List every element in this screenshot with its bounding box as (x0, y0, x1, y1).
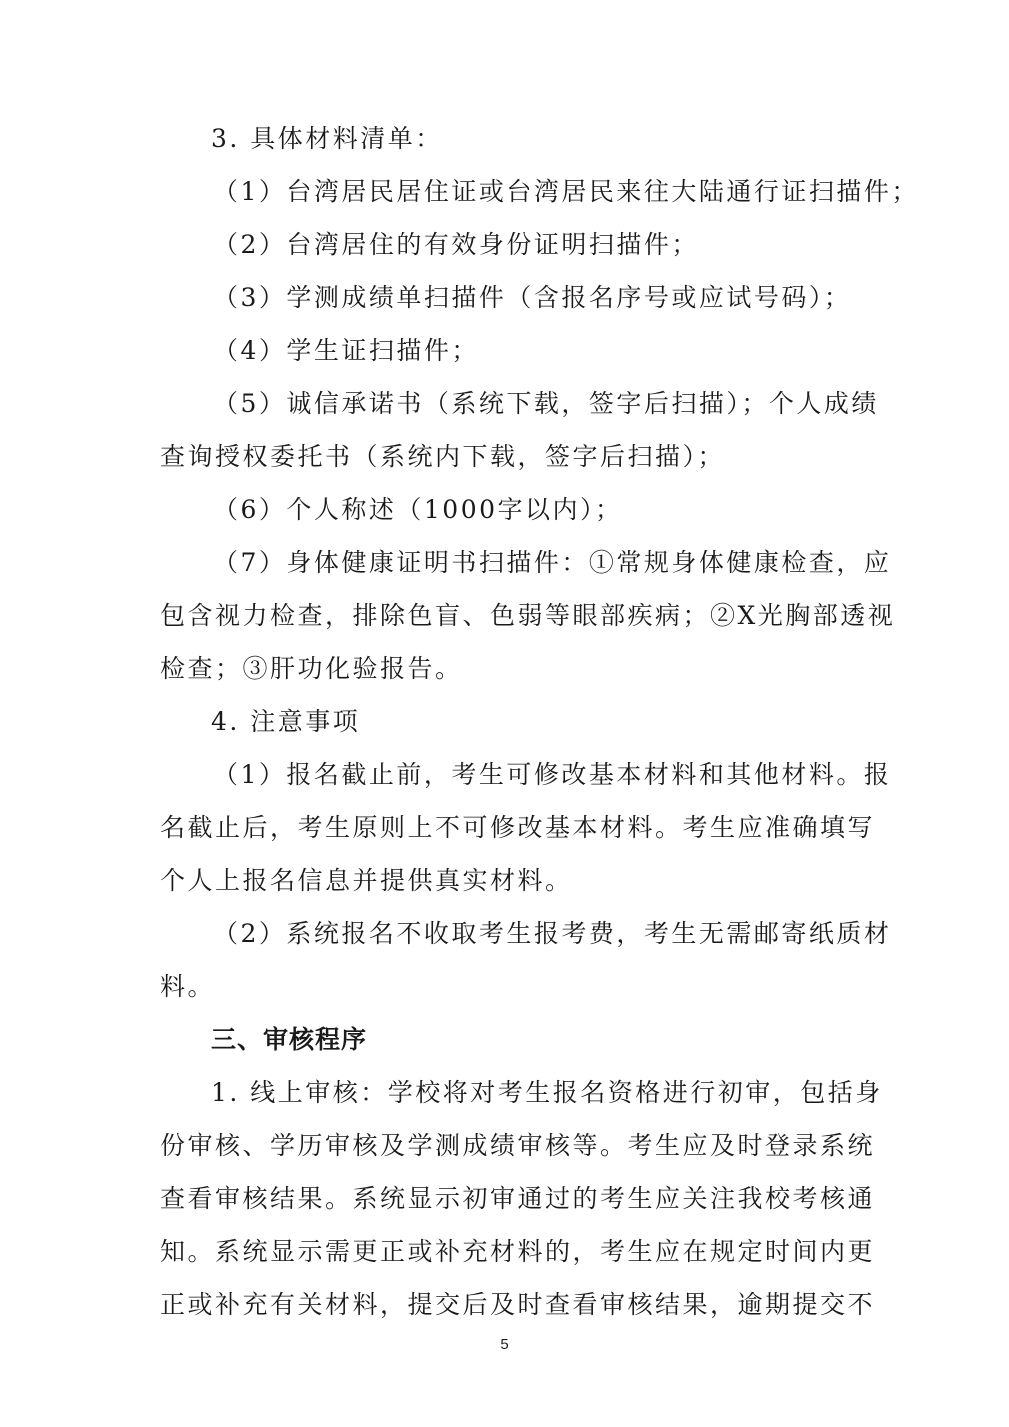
list-item-continuation: 包含视力检查，排除色盲、色弱等眼部疾病；②X光胸部透视 (160, 601, 896, 630)
list-item: （1）台湾居民居住证或台湾居民来往大陆通行证扫描件； (213, 177, 919, 206)
section-heading: 三、审核程序 (211, 1025, 368, 1054)
list-item-continuation: 料。 (160, 972, 216, 1001)
page-number: 5 (500, 1336, 509, 1353)
section-item-heading: 4. 注意事项 (211, 707, 361, 736)
paragraph-line: 正或补充有关材料，提交后及时查看审核结果，逾期提交不 (160, 1290, 876, 1319)
paragraph-line: 查看审核结果。系统显示初审通过的考生应关注我校考核通 (160, 1184, 876, 1213)
list-item-continuation: 查询授权委托书（系统内下载，签字后扫描）； (160, 442, 726, 471)
list-item: （1）报名截止前，考生可修改基本材料和其他材料。报 (213, 760, 892, 789)
list-item: （5）诚信承诺书（系统下载，签字后扫描）；个人成绩 (213, 389, 879, 418)
list-item: （7）身体健康证明书扫描件：①常规身体健康检查，应 (213, 548, 892, 577)
list-item-continuation: 检查；③肝功化验报告。 (160, 654, 463, 683)
paragraph-line: 份审核、学历审核及学测成绩审核等。考生应及时登录系统 (160, 1131, 876, 1160)
list-item: （2）台湾居住的有效身份证明扫描件； (213, 230, 699, 259)
list-item: （6）个人称述（1000字以内）； (213, 495, 623, 524)
list-item: （4）学生证扫描件； (213, 336, 479, 365)
list-item: （3）学测成绩单扫描件（含报名序号或应试号码）； (213, 283, 852, 312)
paragraph-line: 1. 线上审核：学校将对考生报名资格进行初审，包括身 (211, 1078, 883, 1107)
paragraph-line: 知。系统显示需更正或补充材料的，考生应在规定时间内更 (160, 1237, 876, 1266)
section-item-heading: 3. 具体材料清单： (211, 124, 443, 153)
list-item-continuation: 个人上报名信息并提供真实材料。 (160, 866, 573, 895)
list-item-continuation: 名截止后，考生原则上不可修改基本材料。考生应准确填写 (160, 813, 876, 842)
list-item: （2）系统报名不收取考生报考费，考生无需邮寄纸质材 (213, 919, 892, 948)
